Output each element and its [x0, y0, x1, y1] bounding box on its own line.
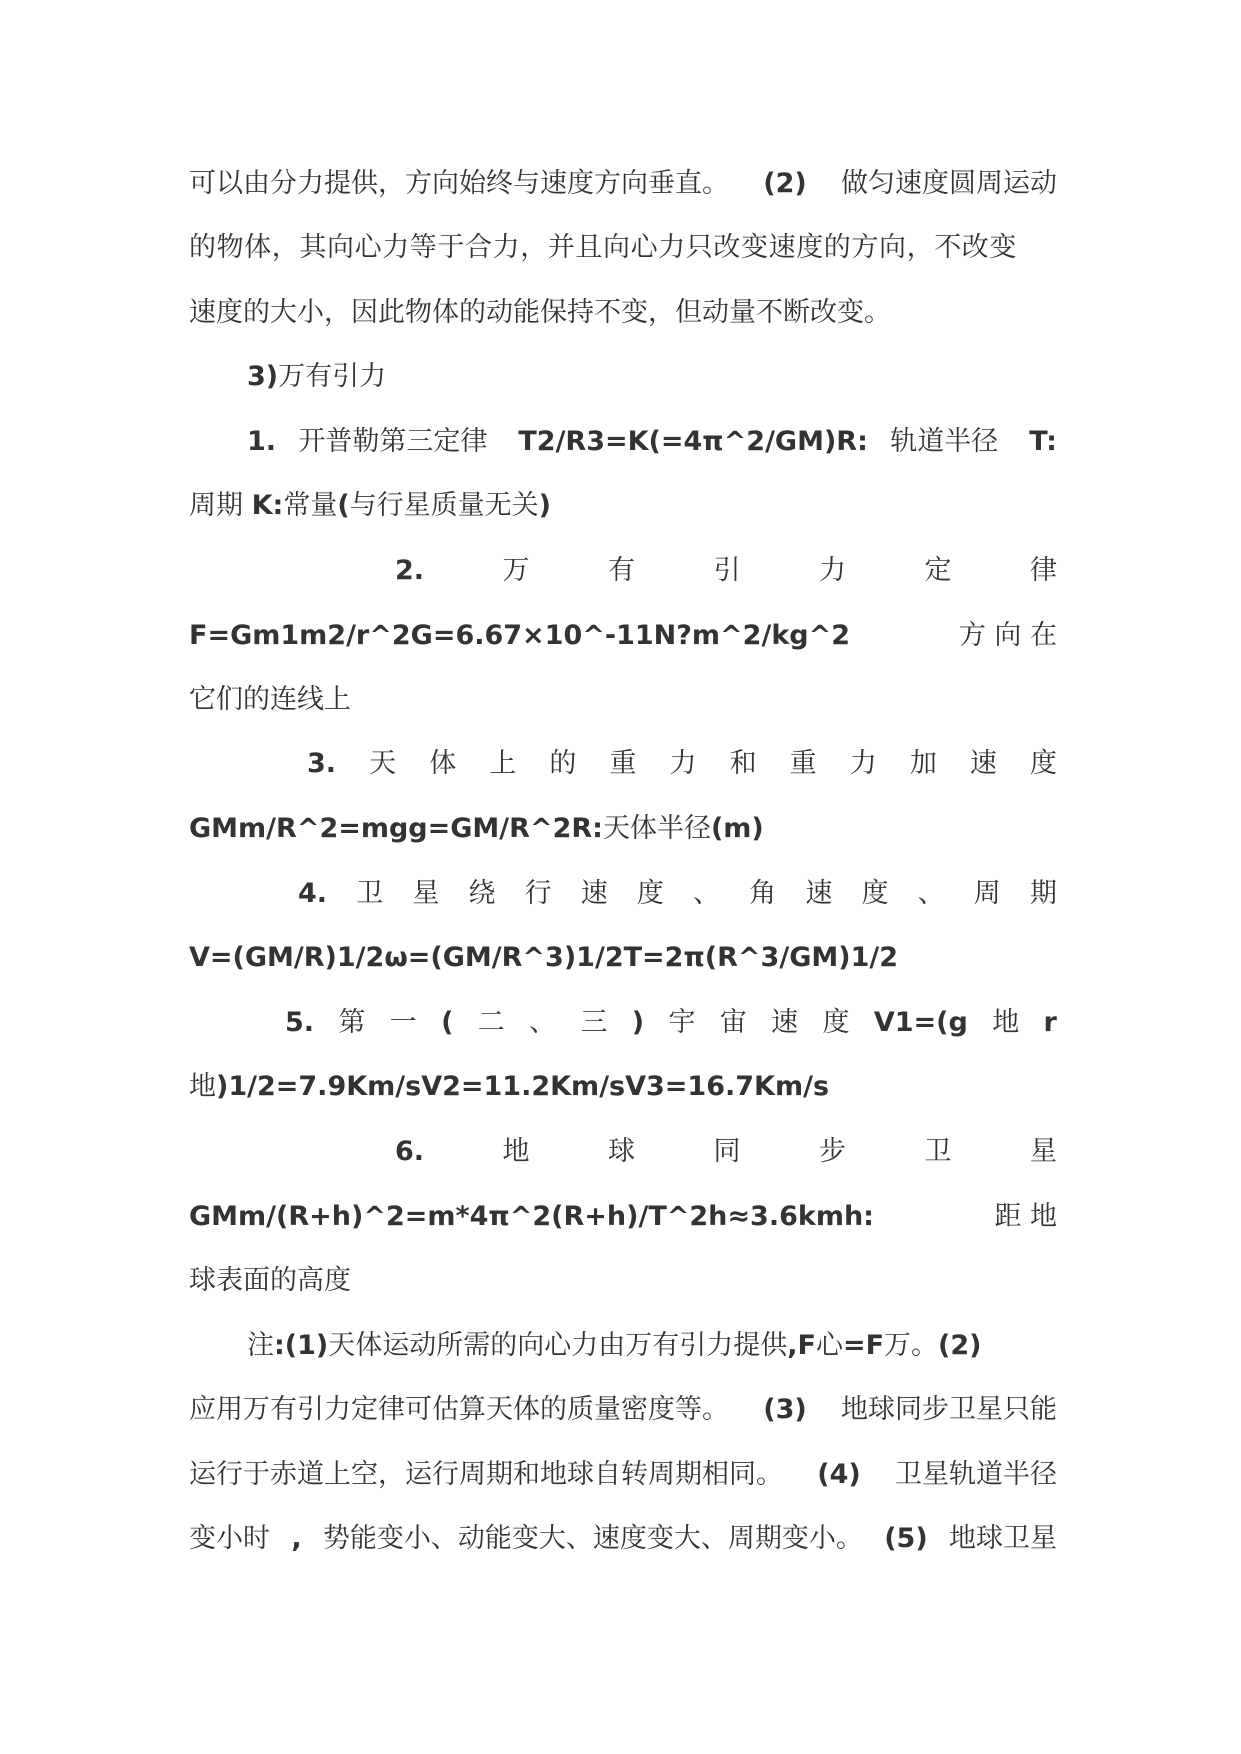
text-run: 、	[917, 878, 945, 909]
text-run: 卫星轨道半径	[895, 1459, 1057, 1490]
text-run: 它们的连线上	[189, 684, 351, 715]
text-run: (	[441, 1007, 454, 1038]
text-line	[189, 166, 1057, 202]
text-run: 定	[924, 555, 952, 586]
text-run: :(1)	[274, 1330, 329, 1361]
text-line	[395, 1134, 1057, 1170]
text-run: 万有引力	[278, 361, 387, 392]
text-run: 速度的大小，因此物体的动能保持不变，但动量不断改变。	[189, 297, 891, 328]
text-run: 4.	[298, 878, 328, 909]
text-run: 距 地	[985, 1201, 1057, 1232]
text-run: 势能变小、动能变大、速度变大、周期变小。	[322, 1523, 863, 1554]
text-run: 地	[189, 1071, 216, 1102]
text-run: T:	[1029, 426, 1057, 457]
formula: GMm/R^2=mgg=GM/R^2R:	[189, 813, 603, 844]
text-run: 步	[818, 1136, 846, 1167]
text-run: 心	[815, 1330, 843, 1361]
text-run: 、	[529, 1007, 557, 1038]
text-run: 常量	[283, 490, 338, 521]
text-run: 3)	[247, 361, 279, 392]
text-line	[307, 746, 1057, 782]
text-run: 度	[861, 878, 889, 909]
text-run: (2)	[763, 168, 807, 199]
text-run: 宙	[719, 1007, 747, 1038]
text-run: 力	[849, 748, 877, 779]
text-run: 卫	[356, 878, 384, 909]
text-run: 球	[608, 1136, 636, 1167]
text-run: 度	[1029, 748, 1057, 779]
text-run: 天	[369, 748, 397, 779]
text-run: 1.	[247, 426, 277, 457]
text-run: 速	[580, 878, 608, 909]
text-run: 三	[580, 1007, 608, 1038]
text-run: 度	[636, 878, 664, 909]
text-line	[189, 1199, 1057, 1235]
text-run: 的物体，其向心力等于合力，并且向心力只改变速度的方向，不改变	[189, 232, 1017, 263]
text-run: 开普勒第三定律	[298, 426, 496, 457]
text-line	[247, 424, 1057, 460]
text-run: 、	[693, 878, 721, 909]
text-line	[189, 230, 1057, 266]
text-run: 力	[818, 555, 846, 586]
text-run: 速	[969, 748, 997, 779]
text-run: 天体半径	[602, 813, 711, 844]
text-run: 轨道半径	[890, 426, 1007, 457]
text-run: 做匀速度圆周运动	[841, 168, 1057, 199]
text-run: )	[538, 490, 552, 521]
text-run: 星	[1029, 1136, 1057, 1167]
text-run: 二	[477, 1007, 505, 1038]
text-line	[189, 1263, 1057, 1299]
text-run: 2.	[395, 555, 425, 586]
text-run: ,F	[787, 1330, 816, 1361]
text-run: 可以由分力提供，方向始终与速度方向垂直。	[189, 168, 729, 199]
formula: )1/2=7.9Km/sV2=11.2Km/sV3=16.7Km/s	[216, 1071, 830, 1102]
text-run: 球表面的高度	[189, 1265, 351, 1296]
formula: GMm/(R+h)^2=m*4π^2(R+h)/T^2h≈3.6kmh:	[189, 1201, 874, 1232]
text-run: 力	[669, 748, 697, 779]
text-run: 期	[1029, 878, 1057, 909]
text-run: =F	[842, 1330, 885, 1361]
text-run: 角	[749, 878, 777, 909]
text-run: 地	[502, 1136, 530, 1167]
text-run: 度	[822, 1007, 850, 1038]
text-run: 周	[973, 878, 1001, 909]
text-run: 上	[489, 748, 517, 779]
text-line	[298, 876, 1057, 912]
text-run: 地球卫星	[948, 1523, 1057, 1554]
text-line	[189, 940, 1057, 976]
text-run: (	[337, 490, 350, 521]
text-run: K:	[251, 490, 284, 521]
text-run: 宇	[668, 1007, 696, 1038]
text-run: 行	[524, 878, 552, 909]
text-run: 与行星质量无关	[349, 490, 539, 521]
text-run: 的	[549, 748, 577, 779]
text-run: 加	[909, 748, 937, 779]
text-run: 重	[789, 748, 817, 779]
text-run: 应用万有引力定律可估算天体的质量密度等。	[189, 1394, 729, 1425]
text-line	[189, 618, 1057, 654]
text-run: 天体运动所需的向心力由万有引力提供	[328, 1330, 788, 1361]
text-run: 6.	[395, 1136, 425, 1167]
text-run: 星	[412, 878, 440, 909]
text-run: 变小时	[189, 1523, 270, 1554]
text-run: 万。	[884, 1330, 939, 1361]
text-run: 第	[338, 1007, 366, 1038]
text-run: 同	[713, 1136, 741, 1167]
text-run: 卫	[924, 1136, 952, 1167]
text-run: )	[631, 1007, 645, 1038]
text-run: 和	[729, 748, 757, 779]
text-run: 3.	[307, 748, 337, 779]
text-line	[189, 682, 1057, 718]
text-run: (m)	[710, 813, 764, 844]
text-line	[285, 1005, 1057, 1041]
formula: V=(GM/R)1/2ω=(GM/R^3)1/2T=2π(R^3/GM)1/2	[189, 942, 899, 973]
text-run: 绕	[468, 878, 496, 909]
text-run: (3)	[763, 1394, 807, 1425]
text-run: 注	[247, 1330, 274, 1361]
text-run: 速	[805, 878, 833, 909]
text-run: 速	[771, 1007, 799, 1038]
text-run: (2)	[938, 1330, 982, 1361]
text-line	[189, 1069, 1057, 1105]
text-line	[189, 1392, 1057, 1428]
note-line	[247, 1328, 1057, 1364]
text-run: ,	[291, 1523, 302, 1554]
text-run: 有	[608, 555, 636, 586]
text-run: 引	[713, 555, 741, 586]
text-run: 地	[992, 1007, 1020, 1038]
text-line	[189, 488, 1057, 524]
text-run: T2/R3=K(=4π^2/GM)R:	[518, 426, 868, 457]
text-run: r	[1043, 1007, 1057, 1038]
text-run: (5)	[884, 1523, 928, 1554]
text-run: 重	[609, 748, 637, 779]
text-run: 周期	[189, 490, 252, 521]
text-run: 律	[1029, 555, 1057, 586]
formula: F=Gm1m2/r^2G=6.67×10^-11N?m^2/kg^2	[189, 620, 851, 651]
text-run: (4)	[817, 1459, 861, 1490]
section-heading	[247, 359, 386, 395]
text-run: 方 向 在	[950, 620, 1057, 651]
text-run: 地球同步卫星只能	[841, 1394, 1057, 1425]
text-line	[189, 295, 1057, 331]
text-run: 运行于赤道上空，运行周期和地球自转周期相同。	[189, 1459, 783, 1490]
text-line	[189, 1457, 1057, 1493]
text-run: 一	[389, 1007, 417, 1038]
text-line	[189, 811, 1057, 847]
text-run: 5.	[285, 1007, 315, 1038]
text-line	[189, 1521, 1057, 1557]
text-run: V1=(g	[873, 1007, 968, 1038]
text-run: 体	[429, 748, 457, 779]
text-line	[395, 553, 1057, 589]
text-run: 万	[502, 555, 530, 586]
